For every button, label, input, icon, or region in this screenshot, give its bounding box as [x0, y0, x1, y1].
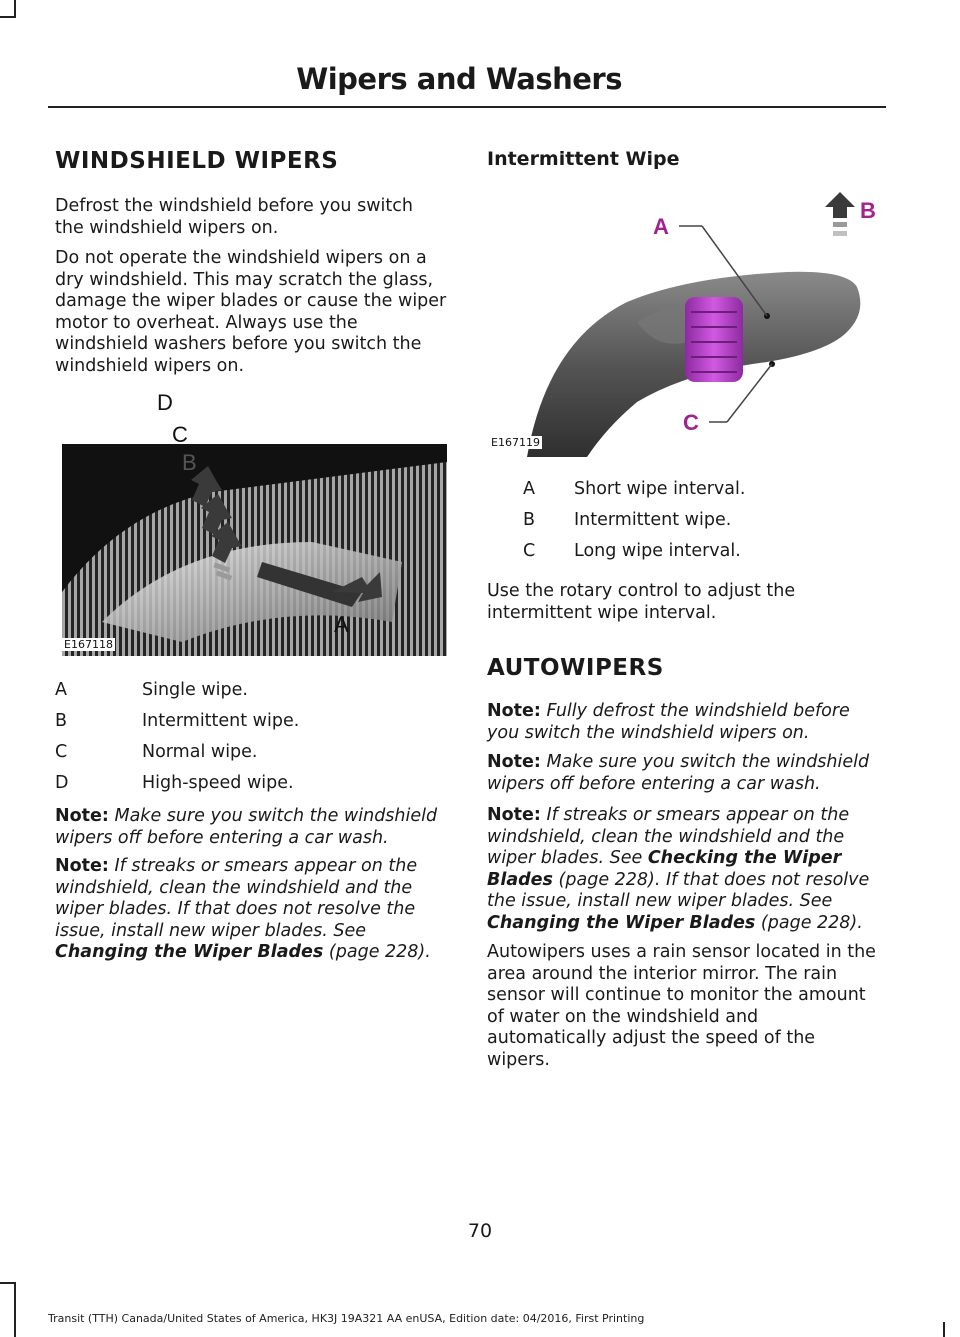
- note-defrost: [487, 701, 882, 744]
- legend-key: D: [55, 773, 69, 793]
- callout-c-label: C: [683, 410, 699, 435]
- legend-row: [55, 773, 447, 804]
- note-label: Note:: [487, 752, 541, 772]
- arrow-up-icon: [825, 192, 855, 236]
- note-streaks: [487, 805, 882, 934]
- note-text: Fully defrost the windshield before you switch the windshield wipers on.: [487, 701, 850, 743]
- page-reference: (page 228).: [760, 912, 863, 933]
- page-reference: (page 228).: [328, 942, 431, 962]
- note-car-wash: [55, 806, 447, 849]
- note-text: If that does not resolve the issue, install new wiper blades. See: [487, 869, 870, 911]
- legend-value: Intermittent wipe.: [574, 510, 732, 530]
- paragraph-dry-windshield: Do not operate the windshield wipers on a dry windshield. This may scratch the glass, damage the wiper blades or cause the wiper motor to overheat. Always use the windshield washers before you switch the windshield wipers on.: [55, 248, 447, 376]
- legend-value: Long wipe interval.: [574, 541, 741, 561]
- page-number: 70: [467, 1220, 493, 1242]
- legend-key: B: [523, 510, 536, 530]
- legend-row: [55, 711, 447, 742]
- wiper-stalk-illustration: [62, 392, 447, 656]
- legend-row: [55, 680, 447, 711]
- wiper-stalk-figure: [62, 392, 447, 656]
- note-label: Note:: [55, 806, 109, 826]
- header-divider: [48, 106, 886, 108]
- left-legend: [55, 680, 447, 804]
- legend-key: A: [523, 479, 535, 499]
- cross-reference-link[interactable]: Checking the Wiper Blades: [487, 848, 842, 890]
- cross-reference-link[interactable]: Changing the Wiper Blades: [487, 912, 756, 933]
- note-streaks: [55, 856, 447, 964]
- crop-mark: [14, 1282, 16, 1337]
- crop-mark: [0, 16, 16, 18]
- callout-c-label: C: [172, 422, 188, 447]
- callout-a-label: A: [334, 612, 349, 637]
- rotary-control-illustration: [487, 192, 882, 457]
- legend-value: Single wipe.: [142, 680, 248, 700]
- callout-a-label: A: [653, 214, 669, 239]
- note-car-wash: [487, 752, 882, 795]
- legend-value: Normal wipe.: [142, 742, 258, 762]
- legend-key: A: [55, 680, 67, 700]
- rotary-control-figure: [487, 192, 882, 457]
- note-text: Make sure you switch the windshield wipers off before entering a car wash.: [487, 752, 870, 794]
- legend-row: [487, 541, 882, 572]
- callout-b-label: B: [182, 450, 197, 475]
- page-reference: (page 228).: [558, 869, 661, 890]
- note-label: Note:: [487, 805, 541, 825]
- legend-value: High-speed wipe.: [142, 773, 294, 793]
- figure-code: E167119: [491, 436, 540, 449]
- legend-value: Short wipe interval.: [574, 479, 746, 499]
- section-heading-autowipers: AUTOWIPERS: [487, 655, 664, 681]
- section-heading-windshield-wipers: WINDSHIELD WIPERS: [55, 148, 339, 174]
- footer-edition-info: Transit (TTH) Canada/United States of America, HK3J 19A321 AA enUSA, Edition date: 04/2016, First Printing: [48, 1312, 645, 1325]
- legend-row: [487, 510, 882, 541]
- legend-key: C: [523, 541, 536, 561]
- figure-code: E167118: [64, 638, 113, 651]
- subheading-intermittent-wipe: Intermittent Wipe: [487, 148, 680, 170]
- crop-mark: [0, 1282, 16, 1284]
- callout-d-label: D: [157, 392, 173, 415]
- page-header-title: Wipers and Washers: [296, 62, 622, 96]
- note-label: Note:: [487, 701, 541, 721]
- legend-key: C: [55, 742, 68, 762]
- note-label: Note:: [55, 856, 109, 876]
- legend-key: B: [55, 711, 68, 731]
- right-legend: [487, 479, 882, 572]
- paragraph-autowipers: Autowipers uses a rain sensor located in the area around the interior mirror. The rain sensor will continue to monitor the amount of water on the windshield and automatically adjust the speed of the wipers.: [487, 942, 876, 1070]
- rotary-knob: [685, 297, 743, 382]
- crop-mark: [943, 1322, 945, 1337]
- legend-value: Intermittent wipe.: [142, 711, 300, 731]
- legend-row: [487, 479, 882, 510]
- cross-reference-link[interactable]: Changing the Wiper Blades: [55, 942, 324, 962]
- note-text: If streaks or smears appear on the windshield, clean the windshield and the wiper blades. See: [487, 805, 850, 868]
- paragraph-rotary: Use the rotary control to adjust the intermittent wipe interval.: [487, 581, 796, 623]
- paragraph-defrost: Defrost the windshield before you switch the windshield wipers on.: [55, 196, 413, 238]
- callout-b-label: B: [860, 198, 876, 223]
- note-text: Make sure you switch the windshield wipers off before entering a car wash.: [55, 806, 438, 848]
- legend-row: [55, 742, 447, 773]
- note-text: If streaks or smears appear on the windshield, clean the windshield and the wiper blades. If that does not resolve the issue, install new wiper blades. See: [55, 856, 418, 941]
